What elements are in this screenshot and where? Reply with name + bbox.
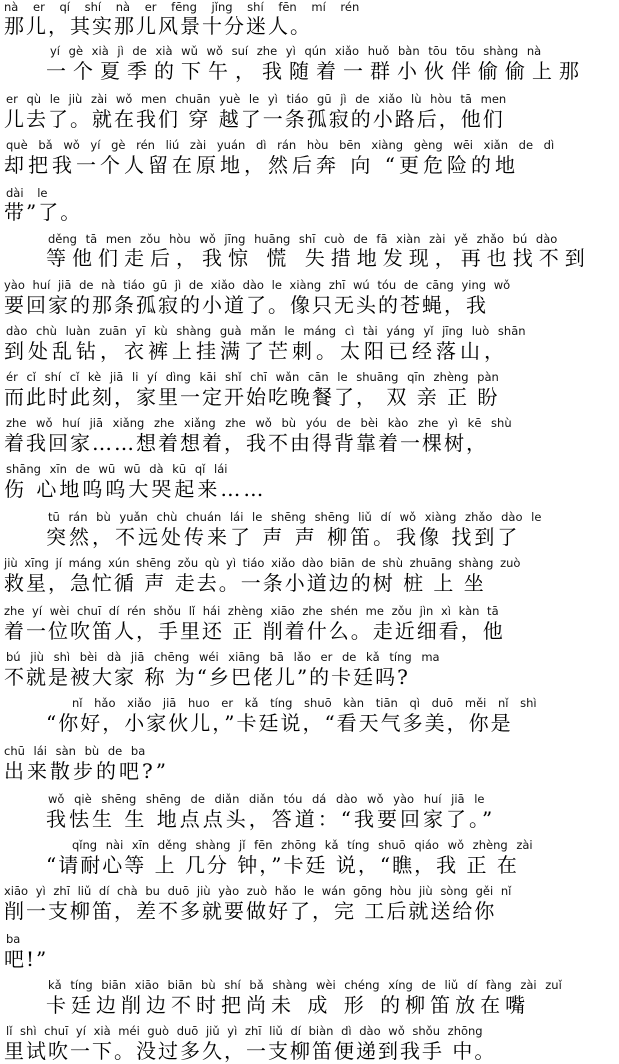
pinyin-line: nà er qí shí nà er fēng jǐng shí fēn mí rén <box>4 0 360 14</box>
pinyin-line: jiù xīng jí máng xún shēng zǒu qù yì tiáo xiǎo dào biān de shù zhuāng shàng zuò <box>4 556 521 570</box>
text-line: 着我回家……想着想着，我不由得背靠着一棵树， <box>4 431 488 455</box>
pinyin-line: lǐ shì chuī yí xià méi guò duō jiǔ yì zhī liǔ dí biàn dì dào wǒ shǒu zhōng <box>6 1024 483 1038</box>
pinyin-line: tū rán bù yuǎn chù chuán lái le shēng shēng liǔ dí wǒ xiàng zhǎo dào le <box>48 510 542 524</box>
text-line: 里试吹一下。没过多久，一支柳笛便递到我手 中。 <box>4 1039 497 1063</box>
text-line: 着一位吹笛人，手里还 正 削着什么。走近细看，他 <box>4 619 505 643</box>
text-line: 突然，不远处传来了 声 声 柳笛。我像 找到了 <box>46 525 521 549</box>
text-line: 伤 心地呜呜大哭起来…… <box>4 477 267 501</box>
text-line: 带”了。 <box>4 200 83 224</box>
pinyin-line: chū lái sàn bù de ba <box>4 744 146 758</box>
pinyin-line: xiāo yì zhī liǔ dí chà bu duō jiù yào zuò hǎo le wán gōng hòu jiù sòng gěi nǐ <box>4 884 512 898</box>
text-line: 一个夏季的下午，我随着一群小伙伴偷偷上那 <box>46 59 586 83</box>
text-line: “你好，小家伙儿，”卡廷说，“看天气多美，你是 <box>46 711 513 735</box>
pinyin-line: zhe wǒ huí jiā xiǎng zhe xiǎng zhe wǒ bù yóu de bèi kào zhe yì kē shù <box>6 416 512 430</box>
text-line: 那儿，其实那儿风景十分迷人。 <box>4 14 312 38</box>
text-line: 吧!” <box>4 947 49 971</box>
text-line: 等他们走后，我惊 慌 失措地发现，再也找不到 <box>46 246 591 270</box>
text-line: 出来散步的吧?” <box>4 759 169 783</box>
text-line: 我怯生 生 地点点头，答道：“我要回家了。” <box>46 807 496 831</box>
pinyin-line: er qù le jiù zài wǒ men chuān yuè le yì tiáo gū jì de xiǎo lù hòu tā men <box>6 92 507 106</box>
text-line: 卡廷边削边不时把尚未 成 形 的柳笛放在嘴 <box>46 993 531 1017</box>
pinyin-line: yào huí jiā de nà tiáo gū jì de xiǎo dào le xiàng zhī wú tóu de cāng ying wǒ <box>4 278 511 292</box>
pinyin-line: dài le <box>6 186 48 200</box>
text-line: 不就是被大家 称 为“乡巴佬儿”的卡廷吗? <box>4 665 410 689</box>
text-line: 儿去了。就在我们 穿 越了一条孤寂的小路后，他们 <box>4 107 505 131</box>
text-line: 削一支柳笛，差不多就要做好了，完 工后就送给你 <box>4 899 497 923</box>
pinyin-line: kǎ tíng biān xiāo biān bù shí bǎ shàng wèi chéng xíng de liǔ dí fàng zài zuǐ <box>48 978 562 992</box>
pinyin-line: ér cǐ shí cǐ kè jiā li yí dìng kāi shǐ chī wǎn cān le shuāng qīn zhèng pàn <box>6 370 499 384</box>
pinyin-line: nǐ hǎo xiǎo jiā huo er kǎ tíng shuō kàn tiān qì duō měi nǐ shì <box>72 696 537 710</box>
pinyin-line: zhe yí wèi chuī dí rén shǒu lǐ hái zhèng xiāo zhe shén me zǒu jìn xì kàn tā <box>4 604 499 618</box>
pinyin-line: děng tā men zǒu hòu wǒ jīng huāng shī cuò de fā xiàn zài yě zhǎo bú dào <box>48 232 558 246</box>
pinyin-line: dào chù luàn zuān yī kù shàng guà mǎn le máng cì tài yáng yǐ jīng luò shān <box>6 324 526 338</box>
pinyin-line: què bǎ wǒ yí gè rén liú zài yuán dì rán hòu bēn xiàng gèng wēi xiǎn de dì <box>6 138 555 152</box>
pinyin-line: yí gè xià jì de xià wǔ wǒ suí zhe yì qún xiǎo huǒ bàn tōu tōu shàng nà <box>50 44 542 58</box>
text-line: 而此时此刻，家里一定开始吃晚餐了， 双 亲 正 盼 <box>4 385 500 409</box>
pinyin-line: wǒ qiè shēng shēng de diǎn diǎn tóu dá dào wǒ yào huí jiā le <box>48 792 485 806</box>
pinyin-line: shāng xīn de wū wū dà kū qǐ lái <box>6 462 228 476</box>
text-line: 要回家的那条孤寂的小道了。像只无头的苍蝇，我 <box>4 293 488 317</box>
pinyin-line: ba <box>6 932 21 946</box>
text-line: 救星，急忙循 声 走去。一条小道边的树 桩 上 坐 <box>4 571 486 595</box>
pinyin-line: bú jiù shì bèi dà jiā chēng wéi xiāng bā lǎo er de kǎ tíng ma <box>6 650 440 664</box>
text-line: 到处乱钻，衣裤上挂满了芒刺。太阳已经落山， <box>4 339 508 363</box>
pinyin-line: qǐng nài xīn děng shàng jǐ fēn zhōng kǎ tíng shuō qiáo wǒ zhèng zài <box>72 838 533 852</box>
text-line: “请耐心等 上 几分 钟，”卡廷 说，“瞧，我 正 在 <box>46 853 519 877</box>
text-line: 却把我一个人留在原地，然后奔 向 “更危险的地 <box>4 153 519 177</box>
